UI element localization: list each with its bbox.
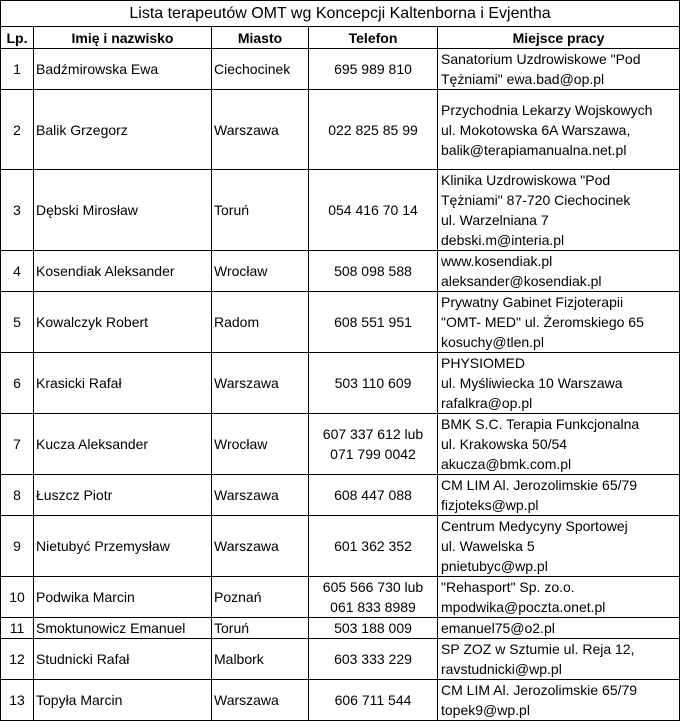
- workplace-line: pnietubyc@wp.pl: [441, 558, 548, 574]
- workplace-line: Centrum Medycyny Sportowej: [441, 518, 628, 534]
- therapist-name: Badźmirowska Ewa: [34, 49, 212, 90]
- header-city: Miasto: [212, 27, 309, 49]
- phone: [309, 251, 438, 292]
- phone-line: 608 447 088: [334, 487, 412, 503]
- table-row: [1, 639, 680, 680]
- table-row: [1, 353, 680, 414]
- phone-line: 601 362 352: [334, 538, 412, 554]
- workplace-line: balik@terapiamanualna.net.pl: [441, 141, 627, 158]
- table-row: [1, 292, 680, 353]
- row-number: 2: [1, 90, 34, 170]
- workplace-line: "Rehasport" Sp. zo.o.: [441, 579, 575, 595]
- workplace: [438, 516, 680, 577]
- table-row: [1, 680, 680, 721]
- workplace-line: BMK S.C. Terapia Funkcjonalna: [441, 416, 640, 432]
- city: Warszawa: [212, 353, 309, 414]
- row-number: 7: [1, 414, 34, 475]
- city: Wrocław: [212, 414, 309, 475]
- workplace-line: Tężniami" ewa.bad@op.pl: [441, 71, 605, 87]
- title-row: [1, 1, 680, 27]
- city: Ciechocinek: [212, 49, 309, 90]
- workplace-line: CM LIM Al. Jerozolimskie 65/79: [441, 477, 638, 493]
- header-workplace: Miejsce pracy: [438, 27, 680, 49]
- row-number: 13: [1, 680, 34, 721]
- city: Warszawa: [212, 475, 309, 516]
- table-row: [1, 516, 680, 577]
- phone-line: 605 566 730 lub: [322, 579, 424, 595]
- row-number: 9: [1, 516, 34, 577]
- city: Warszawa: [212, 516, 309, 577]
- phone: [309, 618, 438, 639]
- workplace: [438, 292, 680, 353]
- therapist-name: Balik Grzegorz: [34, 90, 212, 170]
- therapist-name: Smoktunowicz Emanuel: [34, 618, 212, 639]
- phone: [309, 292, 438, 353]
- row-number: 6: [1, 353, 34, 414]
- row-number: 11: [1, 618, 34, 639]
- workplace-line: ul. Myśliwiecka 10 Warszawa: [441, 375, 623, 391]
- therapist-name: Podwika Marcin: [34, 577, 212, 618]
- workplace-line: Sanatorium Uzdrowiskowe "Pod: [441, 51, 641, 67]
- header-row: [1, 27, 680, 49]
- therapist-name: Nietubyć Przemysław: [34, 516, 212, 577]
- table-row: [1, 49, 680, 90]
- phone: [309, 414, 438, 475]
- workplace-line: Klinika Uzdrowiskowa "Pod: [441, 172, 611, 188]
- workplace-line: debski.m@interia.pl: [441, 232, 565, 248]
- workplace-line: Przychodnia Lekarzy Wojskowych: [441, 101, 653, 118]
- workplace-line: kosuchy@tlen.pl: [441, 334, 544, 350]
- workplace-line: "OMT- MED" ul. Żeromskiego 65: [441, 314, 644, 330]
- header-lp: Lp.: [1, 27, 34, 49]
- therapist-name: Łuszcz Piotr: [34, 475, 212, 516]
- phone-line: 606 711 544: [334, 692, 412, 708]
- phone: [309, 49, 438, 90]
- workplace-line: emanuel75@o2.pl: [441, 620, 555, 636]
- table-row: [1, 90, 680, 170]
- phone: [309, 639, 438, 680]
- city: Poznań: [212, 577, 309, 618]
- phone-line: 607 337 612 lub: [322, 426, 424, 442]
- workplace-line: akucza@bmk.com.pl: [441, 456, 572, 472]
- therapist-name: Dębski Mirosław: [34, 170, 212, 251]
- table-row: [1, 170, 680, 251]
- table-title: Lista terapeutów OMT wg Koncepcji Kaltenborna i Evjentha: [1, 1, 680, 27]
- workplace-line: ravstudnicki@wp.pl: [441, 661, 562, 677]
- phone-line: 608 551 951: [334, 314, 412, 330]
- table-row: [1, 475, 680, 516]
- city: Warszawa: [212, 90, 309, 170]
- workplace-line: ul. Wawelska 5: [441, 538, 535, 554]
- workplace-line: www.kosendiak.pl: [441, 253, 553, 269]
- header-name: Imię i nazwisko: [34, 27, 212, 49]
- city: Toruń: [212, 170, 309, 251]
- phone: [309, 170, 438, 251]
- phone: [309, 90, 438, 170]
- phone-line: 603 333 229: [334, 651, 412, 667]
- phone-line: 503 188 009: [334, 620, 412, 636]
- workplace-line: aleksander@kosendiak.pl: [441, 273, 602, 289]
- city: Wrocław: [212, 251, 309, 292]
- workplace: [438, 251, 680, 292]
- therapist-name: Kowalczyk Robert: [34, 292, 212, 353]
- phone-line: 503 110 609: [334, 375, 412, 391]
- workplace-line: Prywatny Gabinet Fizjoterapii: [441, 294, 624, 310]
- city: Malbork: [212, 639, 309, 680]
- city: Toruń: [212, 618, 309, 639]
- table-row: [1, 251, 680, 292]
- phone-line: 071 799 0042: [330, 446, 416, 462]
- workplace-line: fizjoteks@wp.pl: [441, 497, 539, 513]
- therapist-name: Krasicki Rafał: [34, 353, 212, 414]
- phone-line: 508 098 588: [334, 263, 412, 279]
- phone: [309, 353, 438, 414]
- workplace-line: Tężniami" 87-720 Ciechocinek: [441, 192, 631, 208]
- workplace: [438, 577, 680, 618]
- workplace: [438, 475, 680, 516]
- row-number: 5: [1, 292, 34, 353]
- phone-line: 022 825 85 99: [328, 121, 418, 138]
- workplace-line: mpodwika@poczta.onet.pl: [441, 599, 606, 615]
- workplace-line: rafalkra@op.pl: [441, 395, 533, 411]
- workplace: [438, 618, 680, 639]
- workplace-line: SP ZOZ w Sztumie ul. Reja 12,: [441, 641, 635, 657]
- therapist-name: Topyła Marcin: [34, 680, 212, 721]
- workplace: [438, 49, 680, 90]
- therapist-name: Kucza Aleksander: [34, 414, 212, 475]
- workplace-line: topek9@wp.pl: [441, 702, 530, 718]
- table-row: [1, 618, 680, 639]
- table-row: [1, 577, 680, 618]
- city: Radom: [212, 292, 309, 353]
- therapist-name: Kosendiak Aleksander: [34, 251, 212, 292]
- row-number: 1: [1, 49, 34, 90]
- workplace: [438, 639, 680, 680]
- city: Warszawa: [212, 680, 309, 721]
- row-number: 3: [1, 170, 34, 251]
- workplace: [438, 353, 680, 414]
- phone: [309, 680, 438, 721]
- phone-line: 054 416 70 14: [328, 202, 418, 218]
- phone: [309, 475, 438, 516]
- row-number: 10: [1, 577, 34, 618]
- workplace: [438, 170, 680, 251]
- workplace: [438, 414, 680, 475]
- table-body: [1, 49, 680, 721]
- row-number: 4: [1, 251, 34, 292]
- workplace-line: ul. Krakowska 50/54: [441, 436, 568, 452]
- workplace-line: PHYSIOMED: [441, 355, 526, 371]
- phone: [309, 516, 438, 577]
- workplace: [438, 90, 680, 170]
- table-row: [1, 414, 680, 475]
- header-phone: Telefon: [309, 27, 438, 49]
- row-number: 12: [1, 639, 34, 680]
- workplace-line: CM LIM Al. Jerozolimskie 65/79: [441, 682, 638, 698]
- phone-line: 695 989 810: [334, 61, 412, 77]
- workplace-line: ul. Warzelniana 7: [441, 212, 549, 228]
- phone-line: 061 833 8989: [330, 599, 416, 615]
- workplace: [438, 680, 680, 721]
- phone: [309, 577, 438, 618]
- workplace-line: ul. Mokotowska 6A Warszawa,: [441, 121, 631, 138]
- therapist-name: Studnicki Rafał: [34, 639, 212, 680]
- row-number: 8: [1, 475, 34, 516]
